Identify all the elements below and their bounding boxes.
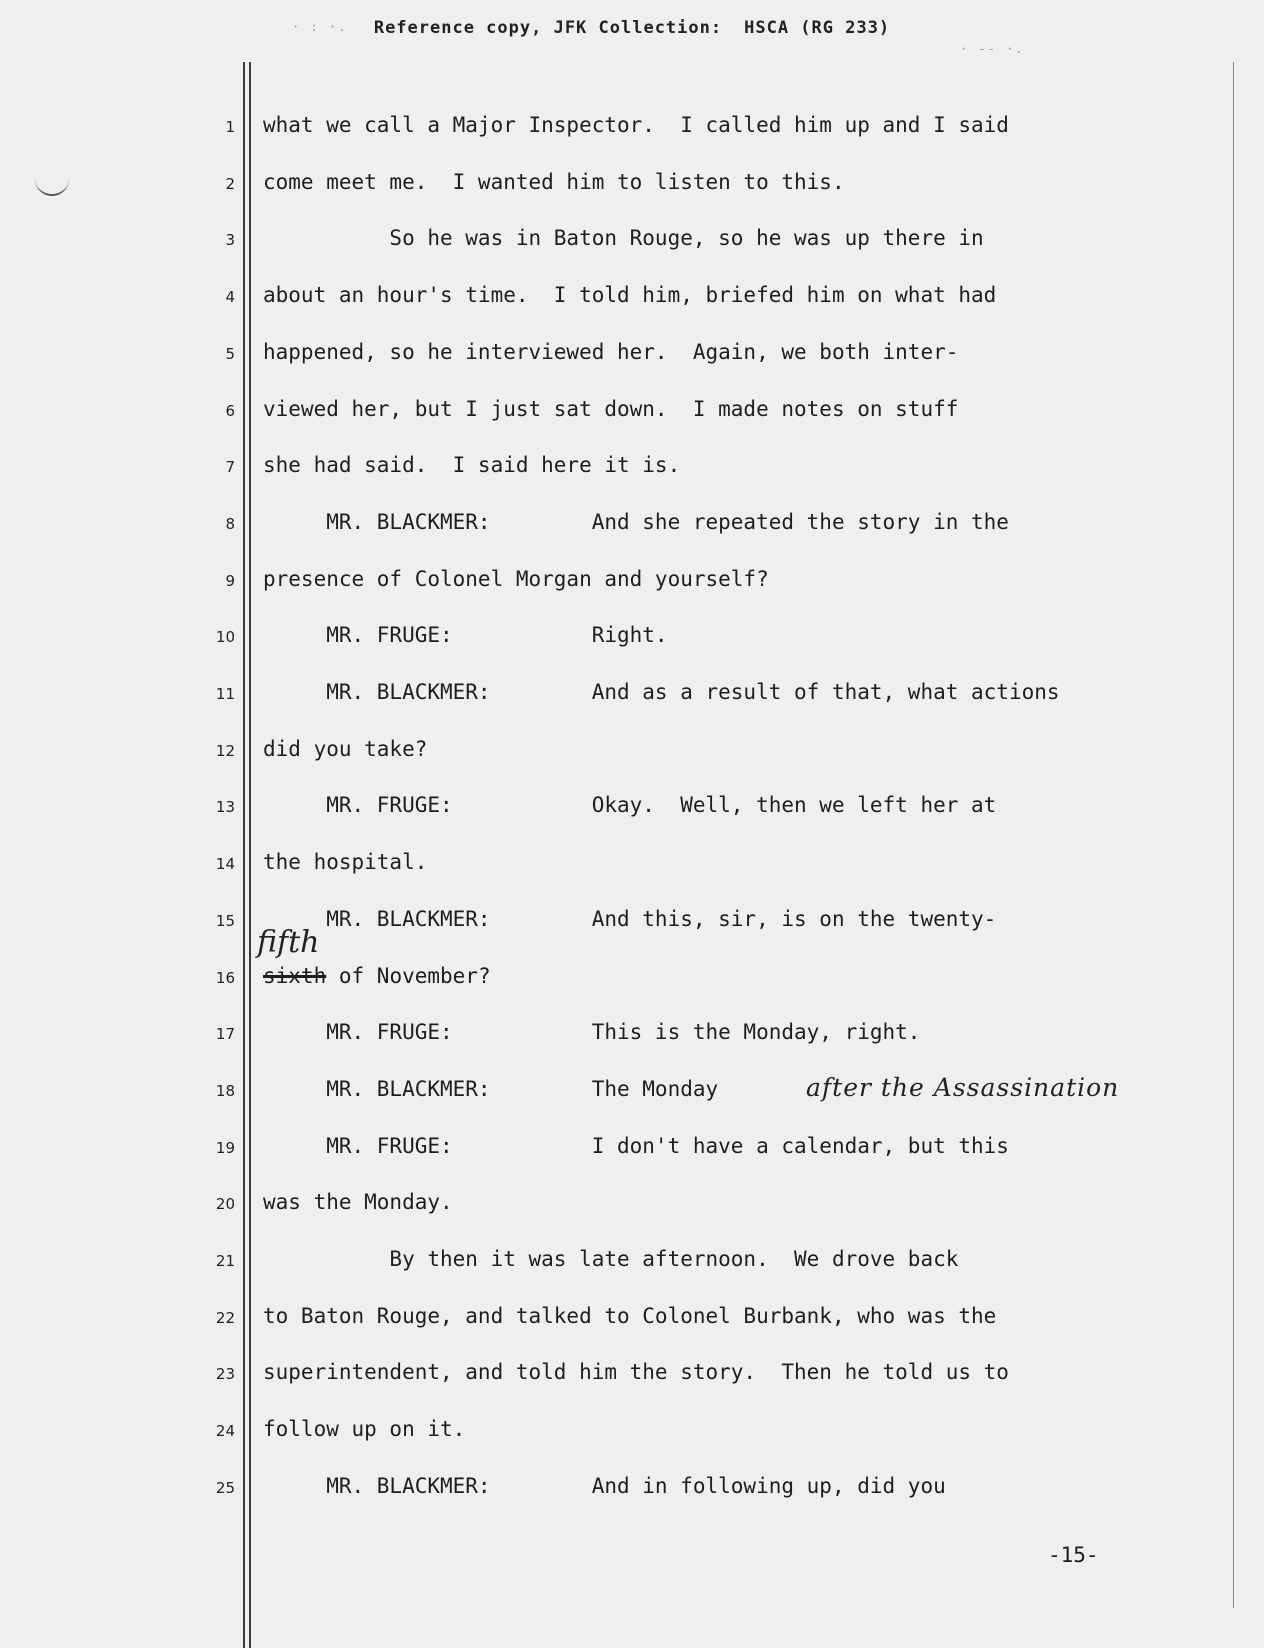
line-number: 15	[215, 912, 235, 930]
transcript-line: superintendent, and told him the story. Then he told us to	[263, 1360, 1009, 1384]
line-number: 20	[215, 1195, 235, 1213]
scan-speck: · : ·.	[292, 20, 348, 34]
line-number: 11	[215, 685, 235, 703]
right-margin-rule	[1233, 62, 1234, 1608]
transcript-line: to Baton Rouge, and talked to Colonel Burbank, who was the	[263, 1304, 997, 1328]
transcript-line: So he was in Baton Rouge, so he was up there in	[263, 226, 984, 250]
line-number: 12	[215, 742, 235, 760]
transcript-line: she had said. I said here it is.	[263, 453, 681, 477]
line-number: 19	[215, 1139, 235, 1157]
line-number: 3	[225, 231, 235, 249]
line-number: 16	[215, 969, 235, 987]
transcript-line: MR. BLACKMER: And this, sir, is on the twenty-	[263, 907, 997, 931]
transcript-line: MR. BLACKMER: And in following up, did you	[263, 1474, 946, 1498]
header-collection: HSCA (RG 233)	[744, 18, 891, 38]
line-number: 9	[225, 572, 235, 590]
line-number: 7	[225, 458, 235, 476]
line-text: of November?	[338, 964, 491, 988]
header-prefix: Reference copy, JFK Collection:	[373, 18, 723, 38]
line-number: 23	[215, 1365, 235, 1383]
transcript-line: was the Monday.	[263, 1190, 453, 1214]
line-number: 6	[225, 402, 235, 420]
transcript-line: follow up on it.	[263, 1417, 466, 1441]
line-number: 25	[215, 1479, 235, 1497]
handwritten-after-assassination: after the Assassination	[806, 1073, 1120, 1102]
line-number: 21	[215, 1252, 235, 1270]
line-number: 24	[215, 1422, 235, 1440]
transcript-line: MR. BLACKMER: And she repeated the story in the	[263, 510, 1009, 534]
transcript-line: happened, so he interviewed her. Again, we both inter-	[263, 340, 959, 364]
transcript-line: come meet me. I wanted him to listen to this.	[263, 170, 845, 194]
handwritten-fifth: fifth	[257, 925, 320, 960]
page-number: -15-	[1048, 1543, 1099, 1567]
transcript-line: what we call a Major Inspector. I called him up and I said	[263, 113, 1009, 137]
transcript-line: did you take?	[263, 737, 428, 761]
line-number: 22	[215, 1309, 235, 1327]
transcript-line: MR. BLACKMER: The Monday	[263, 1077, 719, 1101]
line-number: 2	[225, 175, 235, 193]
document-header	[0, 18, 1264, 38]
transcript-line: MR. FRUGE: I don't have a calendar, but this	[263, 1134, 1009, 1158]
line-number: 1	[225, 118, 235, 136]
transcript-line: MR. FRUGE: This is the Monday, right.	[263, 1020, 921, 1044]
line-number: 13	[215, 798, 235, 816]
line-number: 10	[215, 628, 235, 646]
transcript-line: MR. FRUGE: Right.	[263, 623, 668, 647]
struck-word: sixth	[263, 964, 327, 988]
left-margin-rule-inner	[249, 62, 251, 1648]
transcript-line: viewed her, but I just sat down. I made notes on stuff	[263, 397, 959, 421]
transcript-line: about an hour's time. I told him, briefed him on what had	[263, 283, 997, 307]
line-number: 18	[215, 1082, 235, 1100]
transcript-line: MR. FRUGE: Okay. Well, then we left her at	[263, 793, 997, 817]
left-margin-rule	[243, 62, 245, 1648]
transcript-line: By then it was late afternoon. We drove back	[263, 1247, 959, 1271]
transcript-line: the hospital.	[263, 850, 428, 874]
line-number: 4	[225, 288, 235, 306]
transcript-line: presence of Colonel Morgan and yourself?	[263, 567, 769, 591]
line-number: 14	[215, 855, 235, 873]
transcript-line: MR. BLACKMER: And as a result of that, what actions	[263, 680, 1060, 704]
scan-speck: · ‐‐ ·.	[960, 42, 1025, 56]
line-number: 8	[225, 515, 235, 533]
transcript-line	[263, 964, 491, 988]
hole-punch-mark	[35, 166, 69, 196]
line-number: 17	[215, 1025, 235, 1043]
line-number: 5	[225, 345, 235, 363]
